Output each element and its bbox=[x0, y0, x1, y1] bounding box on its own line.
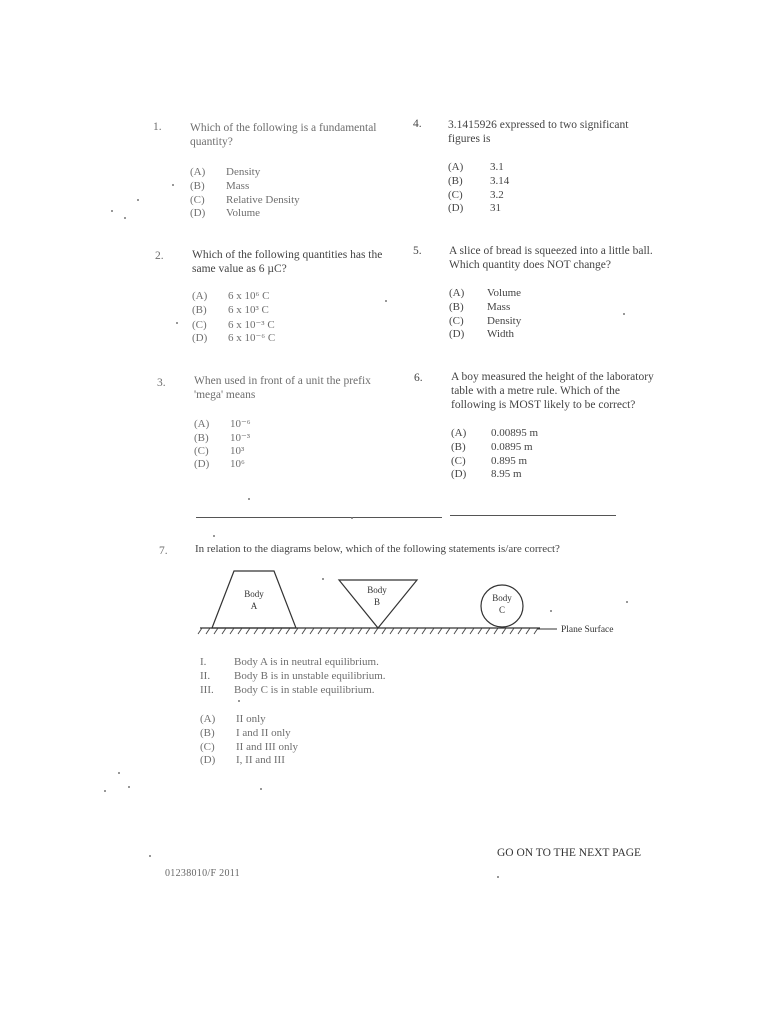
option-text: 6 x 10⁶ C bbox=[228, 290, 270, 302]
option-letter: (A) bbox=[200, 713, 216, 725]
option-letter: (D) bbox=[190, 207, 206, 220]
question-7-options bbox=[200, 713, 298, 768]
option-letter: (C) bbox=[192, 318, 207, 331]
option-letter: (D) bbox=[200, 754, 216, 767]
option-text: 8.95 m bbox=[491, 468, 522, 481]
option-text: Volume bbox=[487, 287, 522, 299]
option-letter: (B) bbox=[200, 726, 215, 739]
scan-speck bbox=[550, 610, 552, 612]
option-letter: (C) bbox=[449, 314, 464, 327]
question-1-number: 1. bbox=[153, 121, 162, 133]
option-text: 3.1 bbox=[490, 161, 504, 173]
option-letter: (A) bbox=[194, 418, 210, 430]
option-text: 3.14 bbox=[490, 174, 510, 187]
question-3-number: 3. bbox=[157, 377, 166, 389]
question-7-statements bbox=[200, 656, 386, 697]
option-text: 10⁶ bbox=[230, 458, 245, 471]
question-4-stem: 3.1415926 expressed to two significant figures is bbox=[448, 119, 629, 145]
option-letter: (B) bbox=[451, 440, 466, 453]
question-7-number: 7. bbox=[159, 545, 168, 557]
question-1-stem: Which of the following is a fundamental quantity? bbox=[190, 122, 377, 148]
statement-text: Body A is in neutral equilibrium. bbox=[234, 656, 379, 668]
option-letter: (B) bbox=[194, 431, 209, 444]
scan-speck bbox=[124, 217, 126, 219]
scan-speck bbox=[385, 300, 387, 302]
option-text: I and II only bbox=[236, 726, 291, 739]
option bbox=[200, 727, 298, 741]
scan-speck bbox=[176, 322, 178, 324]
plane-surface-label: Plane Surface bbox=[561, 625, 614, 635]
option-text: 10³ bbox=[230, 444, 245, 457]
body-b-letter: B bbox=[373, 597, 381, 607]
scan-speck bbox=[497, 876, 499, 878]
option-text: 6 x 10³ C bbox=[228, 303, 269, 316]
option-letter: (A) bbox=[448, 161, 464, 173]
option bbox=[200, 713, 298, 727]
question-5-number: 5. bbox=[413, 245, 422, 257]
option-letter: (D) bbox=[449, 328, 465, 341]
statement-numeral: I. bbox=[200, 656, 207, 668]
option-text: II only bbox=[236, 713, 266, 725]
statement-numeral: III. bbox=[200, 683, 214, 696]
scan-speck bbox=[260, 788, 262, 790]
option-text: 6 x 10⁻³ C bbox=[228, 318, 275, 331]
option-letter: (D) bbox=[194, 458, 210, 471]
option-letter: (A) bbox=[190, 166, 206, 178]
option-letter: (D) bbox=[451, 468, 467, 481]
option bbox=[200, 741, 298, 755]
surface-hatching bbox=[198, 628, 538, 634]
scan-speck bbox=[172, 184, 174, 186]
option-text: 10⁻⁶ bbox=[230, 418, 251, 430]
statement bbox=[200, 684, 386, 698]
option-text: 3.2 bbox=[490, 188, 504, 201]
body-a-letter: A bbox=[250, 601, 258, 611]
option-letter: (B) bbox=[190, 179, 205, 192]
scan-speck bbox=[248, 498, 250, 500]
next-page-notice: GO ON TO THE NEXT PAGE bbox=[497, 847, 642, 859]
body-c-label: Body bbox=[492, 593, 512, 603]
option-letter: (B) bbox=[192, 303, 207, 316]
body-a-label: Body bbox=[244, 589, 264, 599]
option-text: Density bbox=[487, 314, 522, 327]
scan-speck bbox=[623, 313, 625, 315]
scan-speck bbox=[104, 790, 106, 792]
option-text: Relative Density bbox=[226, 193, 300, 206]
option-letter: (C) bbox=[200, 740, 215, 753]
option-text: 0.0895 m bbox=[491, 440, 533, 453]
option-text: 10⁻³ bbox=[230, 431, 251, 444]
body-c-letter: C bbox=[498, 605, 506, 615]
question-5-stem: A slice of bread is squeezed into a little ball. Which quantity does NOT change? bbox=[449, 245, 653, 271]
scan-speck bbox=[213, 535, 215, 537]
option-text: Volume bbox=[226, 207, 261, 220]
question-6-stem: A boy measured the height of the laboratory table with a metre rule. Which of the following is MOST likely to be correct? bbox=[451, 371, 654, 411]
scan-speck bbox=[111, 210, 113, 212]
statement-numeral: II. bbox=[200, 669, 211, 682]
question-3-stem: When used in front of a unit the prefix 'mega' means bbox=[194, 375, 371, 401]
scan-speck bbox=[322, 578, 324, 580]
option-letter: (C) bbox=[190, 193, 205, 206]
question-6-number: 6. bbox=[414, 372, 423, 384]
question-2-stem: Which of the following quantities has the same value as 6 µC? bbox=[192, 249, 383, 275]
option-text: Mass bbox=[487, 300, 511, 313]
scan-speck bbox=[149, 855, 151, 857]
option-text: II and III only bbox=[236, 740, 299, 753]
option-letter: (C) bbox=[194, 444, 209, 457]
option bbox=[200, 754, 298, 768]
scan-speck bbox=[137, 199, 139, 201]
option-letter: (C) bbox=[448, 188, 463, 201]
option-text: 0.895 m bbox=[491, 454, 528, 467]
option-text: 6 x 10⁻⁶ C bbox=[228, 332, 276, 345]
scan-speck bbox=[118, 772, 120, 774]
question-2-number: 2. bbox=[155, 250, 164, 262]
scan-speck bbox=[238, 700, 240, 702]
option-text: Density bbox=[226, 166, 261, 178]
statement-text: Body C is in stable equilibrium. bbox=[234, 683, 375, 696]
option-text: I, II and III bbox=[236, 754, 285, 767]
statement-text: Body B is in unstable equilibrium. bbox=[234, 669, 386, 682]
option-letter: (D) bbox=[448, 202, 464, 215]
option-letter: (A) bbox=[449, 287, 465, 299]
option-letter: (B) bbox=[448, 174, 463, 187]
statement bbox=[200, 656, 386, 670]
option-text: 31 bbox=[490, 202, 501, 215]
scan-speck bbox=[128, 786, 130, 788]
option-text: Mass bbox=[226, 179, 250, 192]
option-letter: (A) bbox=[192, 290, 208, 302]
scan-speck bbox=[626, 601, 628, 603]
option-letter: (A) bbox=[451, 427, 467, 439]
statement bbox=[200, 670, 386, 684]
body-a-shape bbox=[212, 571, 296, 628]
option-letter: (B) bbox=[449, 300, 464, 313]
option-letter: (D) bbox=[192, 332, 208, 345]
option-letter: (C) bbox=[451, 454, 466, 467]
paper-code: 01238010/F 2011 bbox=[165, 868, 240, 879]
body-b-label: Body bbox=[367, 585, 387, 595]
question-7-stem: In relation to the diagrams below, which of the following statements is/are correct? bbox=[195, 543, 560, 555]
option-text: 0.00895 m bbox=[491, 427, 539, 439]
option-text: Width bbox=[487, 328, 515, 341]
question-4-number: 4. bbox=[413, 118, 422, 130]
scan-speck bbox=[351, 517, 353, 519]
